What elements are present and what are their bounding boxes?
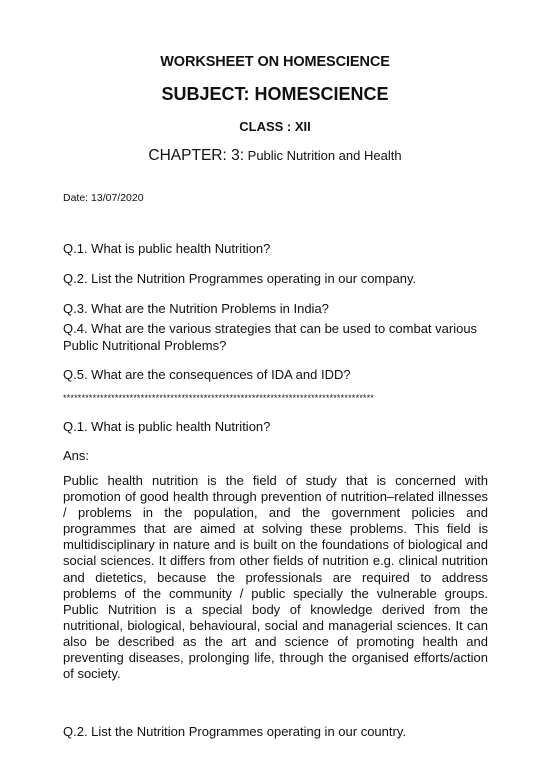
subject-heading: SUBJECT: HOMESCIENCE bbox=[161, 84, 389, 104]
chapter-name: Public Nutrition and Health bbox=[244, 148, 402, 163]
question-1: Q.1. What is public health Nutrition? bbox=[63, 241, 271, 256]
answer-1-paragraph: Public health nutrition is the field of study that is concerned with promotion of good health through prevention of nutrition–related illnesses / problems in the population, and the government policies and programmes that are aimed at solving these problems. This field is multidisciplinary in nature and is built on the foundations of biological and social sciences. It differs from other fields of nutrition e.g. clinical nutrition and dietetics, because the professionals are required to address problems of the community / public specially the vulnerable groups. Public Nutrition is a special body of knowledge derived from the nutritional, biological, behavioural, social and managerial sciences. It can also be described as the art and science of promoting health and preventing diseases, prolonging life, through the organised efforts/action of society. bbox=[63, 473, 488, 682]
class-heading: CLASS : XII bbox=[239, 119, 311, 134]
question-4: Q.4. What are the various strategies that can be used to combat various Public Nutritional Problems? bbox=[63, 321, 478, 353]
answer-question-2-heading: Q.2. List the Nutrition Programmes operating in our country. bbox=[63, 724, 406, 739]
separator-line: ************************************************************************************ bbox=[63, 393, 375, 403]
answer-label: Ans: bbox=[63, 448, 90, 463]
question-2: Q.2. List the Nutrition Programmes operating in our company. bbox=[63, 271, 417, 286]
answer-question-1-heading: Q.1. What is public health Nutrition? bbox=[63, 419, 271, 434]
date-line: Date: 13/07/2020 bbox=[63, 192, 144, 204]
chapter-number: CHAPTER: 3: bbox=[148, 147, 245, 164]
worksheet-title: WORKSHEET ON HOMESCIENCE bbox=[160, 54, 390, 70]
chapter-heading bbox=[0, 147, 550, 165]
question-3: Q.3. What are the Nutrition Problems in India? bbox=[63, 301, 329, 316]
question-5: Q.5. What are the consequences of IDA and IDD? bbox=[63, 367, 351, 382]
